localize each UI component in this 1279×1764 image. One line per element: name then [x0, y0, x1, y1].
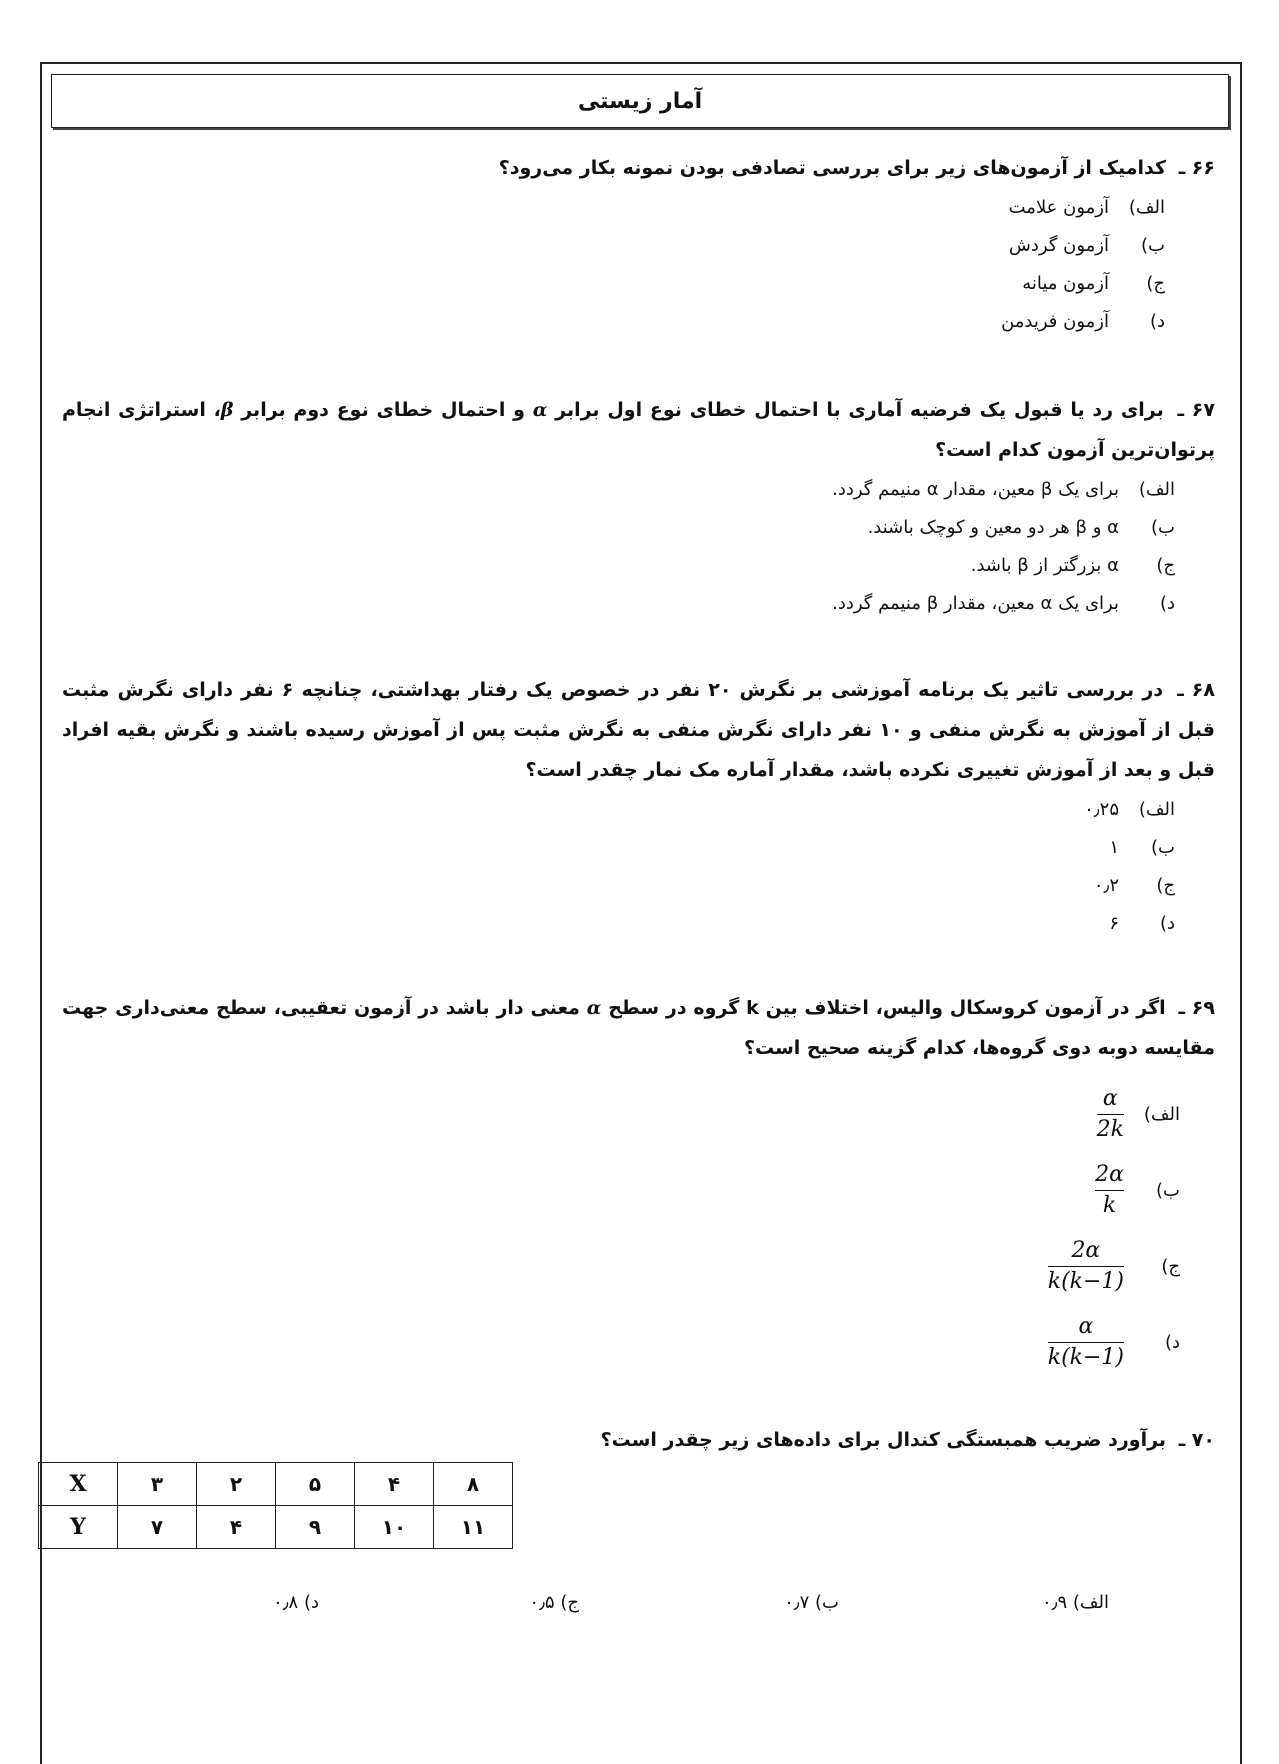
option-text: ۰٫۲	[1093, 874, 1119, 896]
option-text: آزمون گردش	[1008, 234, 1109, 256]
question-text: برآورد ضریب همبستگی کندال برای داده‌های زیر چقدر است؟	[600, 1429, 1167, 1451]
fraction-bar	[1048, 1342, 1124, 1343]
question-70-stem	[300, 1420, 1215, 1460]
option-b[interactable]	[62, 508, 1175, 546]
question-70-options	[0, 1592, 1279, 1622]
question-66	[150, 148, 1215, 340]
question-69	[62, 988, 1215, 1380]
table-row-y	[39, 1506, 513, 1549]
options-list	[62, 1076, 1180, 1380]
option-text: α بزرگتر از β باشد.	[970, 554, 1119, 576]
option-b[interactable]	[784, 1592, 839, 1613]
fraction-bar	[1095, 1190, 1124, 1191]
option-text: آزمون علامت	[1008, 196, 1109, 218]
option-a[interactable]	[150, 188, 1165, 226]
option-text: برای یک α معین، مقدار β منیمم گردد.	[832, 592, 1119, 614]
option-text: ۶	[1109, 912, 1119, 934]
option-text: آزمون میانه	[1022, 272, 1109, 294]
option-label: ب)	[1151, 516, 1175, 538]
question-67-stem	[62, 390, 1215, 470]
table-row-header: X	[39, 1463, 118, 1506]
beta-symbol: β	[220, 399, 234, 421]
question-number: ۶۶ ـ	[1178, 157, 1215, 179]
alpha-symbol: α	[532, 399, 548, 421]
fraction	[1048, 1313, 1124, 1372]
option-d[interactable]	[273, 1592, 319, 1613]
table-cell: ۸	[434, 1463, 513, 1506]
question-text-part: معنی دار باشد در آزمون تعقیبی، سطح معنی‌داری جهت مقایسه دوبه دوی گروه‌ها، کدام گزینه صحیح است؟	[62, 997, 1215, 1059]
fraction-denominator: 2k	[1096, 1116, 1124, 1142]
table-cell: ۳	[118, 1463, 197, 1506]
option-c[interactable]	[62, 546, 1175, 584]
fraction	[1048, 1237, 1124, 1296]
option-text: ۰٫۸	[273, 1592, 299, 1613]
option-label: ب)	[1156, 1179, 1180, 1201]
option-d[interactable]	[62, 904, 1175, 942]
options-list	[62, 790, 1175, 942]
options-list	[62, 470, 1175, 622]
option-label: ج)	[1156, 554, 1175, 576]
option-label: د)	[1159, 912, 1175, 934]
fraction-denominator: k	[1102, 1192, 1117, 1218]
fraction-bar	[1097, 1114, 1124, 1115]
option-a[interactable]	[62, 470, 1175, 508]
option-text: ۰٫۵	[529, 1592, 555, 1613]
option-text: ۱	[1109, 836, 1119, 858]
option-label: ب)	[815, 1592, 839, 1613]
option-c[interactable]	[529, 1592, 579, 1613]
option-d[interactable]	[62, 1304, 1180, 1380]
option-a[interactable]	[1042, 1592, 1109, 1613]
option-b[interactable]	[62, 828, 1175, 866]
question-67	[62, 390, 1215, 622]
option-label: د)	[1149, 310, 1165, 332]
question-text: کدامیک از آزمون‌های زیر برای بررسی تصادفی بودن نمونه بکار می‌رود؟	[498, 157, 1167, 179]
option-c[interactable]	[150, 264, 1165, 302]
question-66-stem	[150, 148, 1215, 188]
option-label: د)	[303, 1592, 319, 1613]
fraction-numerator: α	[1078, 1313, 1094, 1339]
table-row-x	[39, 1463, 513, 1506]
alpha-symbol: α	[586, 997, 602, 1019]
section-title: آمار زیستی	[577, 88, 703, 114]
option-label: الف)	[1143, 1103, 1180, 1125]
option-text: برای یک β معین، مقدار α منیمم گردد.	[832, 478, 1119, 500]
question-69-stem	[62, 988, 1215, 1068]
option-text: α و β هر دو معین و کوچک باشند.	[867, 516, 1119, 538]
question-number: ۷۰ ـ	[1178, 1429, 1215, 1451]
fraction	[1095, 1161, 1124, 1220]
option-label: ج)	[1156, 874, 1175, 896]
question-text-part: برای رد یا قبول یک فرضیه آماری با احتمال خطای نوع اول برابر	[555, 399, 1164, 421]
option-c[interactable]	[62, 866, 1175, 904]
table-cell: ۱۱	[434, 1506, 513, 1549]
option-b[interactable]	[150, 226, 1165, 264]
table-cell: ۷	[118, 1506, 197, 1549]
table-cell: ۴	[355, 1463, 434, 1506]
question-68	[62, 670, 1215, 942]
fraction-numerator: α	[1102, 1085, 1118, 1111]
fraction	[1097, 1085, 1124, 1144]
option-text: ۰٫۲۵	[1084, 798, 1119, 820]
option-text: ۰٫۹	[1041, 1592, 1068, 1613]
option-label: ج)	[1161, 1255, 1180, 1277]
table-cell: ۲	[197, 1463, 276, 1506]
option-label: الف)	[1138, 798, 1175, 820]
table-cell: ۱۰	[355, 1506, 434, 1549]
option-c[interactable]	[62, 1228, 1180, 1304]
option-a[interactable]	[62, 790, 1175, 828]
fraction-bar	[1048, 1266, 1124, 1267]
fraction-denominator: k(k−1)	[1047, 1344, 1124, 1370]
options-list	[150, 188, 1165, 340]
table-cell: ۵	[276, 1463, 355, 1506]
question-text-part: اگر در آزمون کروسکال والیس، اختلاف بین k گروه در سطح	[608, 997, 1166, 1019]
question-68-stem	[62, 670, 1215, 790]
option-label: ب)	[1141, 234, 1165, 256]
option-label: د)	[1159, 592, 1175, 614]
data-table	[38, 1462, 513, 1549]
table-cell: ۴	[197, 1506, 276, 1549]
option-label: الف)	[1128, 196, 1165, 218]
fraction-numerator: 2α	[1071, 1237, 1101, 1263]
option-label: الف)	[1138, 478, 1175, 500]
table-cell: ۹	[276, 1506, 355, 1549]
question-number: ۶۸ ـ	[1177, 679, 1215, 701]
option-d[interactable]	[150, 302, 1165, 340]
fraction-denominator: k(k−1)	[1047, 1268, 1124, 1294]
question-text-part: ، استراتژی انجام پرتوان‌ترین آزمون کدام است؟	[62, 399, 1215, 461]
question-text: در بررسی تاثیر یک برنامه آموزشی بر نگرش ۲۰ نفر در خصوص یک رفتار بهداشتی، چنانچه ۶ نفر دارای نگرش مثبت قبل از آموزش به نگرش منفی و ۱۰ نفر دارای نگرش منفی به نگرش مثبت پس از آموزش رسیده باشند و نگرش بقیه افراد قبل و بعد از آموزش تغییری نکرده باشد، مقدار آماره مک نمار چقدر است؟	[62, 679, 1215, 781]
option-a[interactable]	[62, 1076, 1180, 1152]
question-text-part: و احتمال خطای نوع دوم برابر	[241, 399, 525, 421]
fraction-numerator: 2α	[1095, 1161, 1124, 1187]
option-label: ب)	[1151, 836, 1175, 858]
section-title-box	[51, 74, 1229, 128]
option-label: ج)	[560, 1592, 579, 1613]
option-d[interactable]	[62, 584, 1175, 622]
option-label: د)	[1164, 1331, 1180, 1353]
question-number: ۶۹ ـ	[1178, 997, 1215, 1019]
question-number: ۶۷ ـ	[1177, 399, 1215, 421]
question-70	[300, 1420, 1215, 1460]
option-b[interactable]	[62, 1152, 1180, 1228]
option-text: آزمون فریدمن	[1001, 310, 1109, 332]
option-label: الف)	[1072, 1592, 1109, 1613]
table-row-header: Y	[39, 1506, 118, 1549]
option-label: ج)	[1146, 272, 1165, 294]
option-text: ۰٫۷	[784, 1592, 810, 1613]
